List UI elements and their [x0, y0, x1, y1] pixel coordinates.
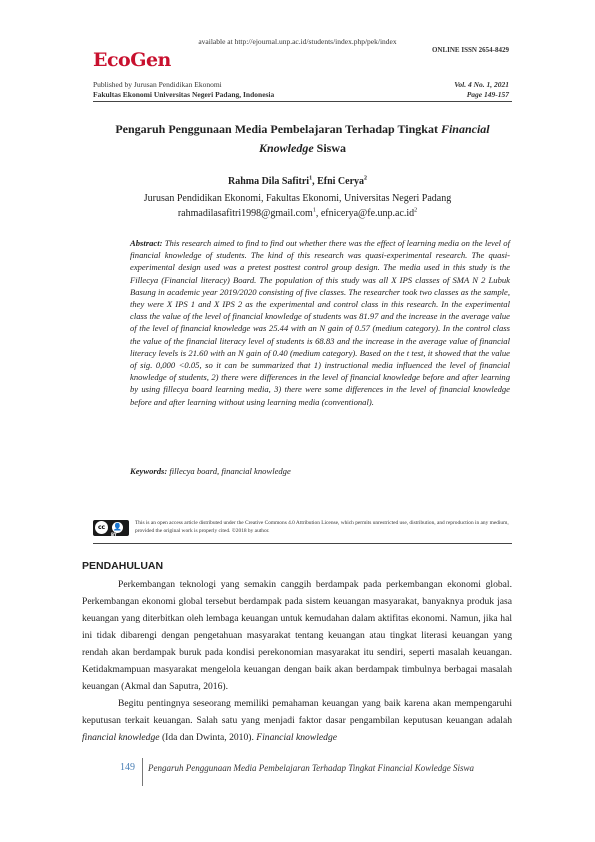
paragraph-text: Begitu pentingnya seseorang memiliki pemahaman keuangan yang baik karena akan mempengaruhi keputusan terkait keuangan. Salah satu yang menjadi faktor dasar pengambilan keputusan keuangan adalah [82, 698, 512, 726]
page-range: Page 149-157 [466, 90, 509, 99]
email-link[interactable]: rahmadilasafitri1998@gmail.com [177, 208, 313, 219]
cc-icon: cc [95, 521, 108, 534]
license-rule [93, 543, 512, 544]
title-text: Pengaruh Penggunaan Media Pembelajaran Terhadap Tingkat [115, 122, 441, 136]
email-link[interactable]: efnicerya@fe.unp.ac.id [320, 208, 415, 219]
keywords-text: fillecya board, financial knowledge [167, 466, 291, 476]
attribution-icon: 👤 [113, 523, 122, 531]
paragraph-text: (Ida dan Dwinta, 2010). [159, 732, 257, 743]
author-emails [0, 208, 595, 219]
abstract-label: Abstract: [130, 238, 163, 248]
email-separator: , [315, 208, 321, 219]
title-italic-knowledge: Knowledge [258, 141, 314, 155]
running-title: Pengaruh Penggunaan Media Pembelajaran Terhadap Tingkat Financial Kowledge Siswa [148, 763, 474, 773]
paragraph-italic: financial knowledge [82, 732, 160, 743]
author-separator: , [312, 176, 318, 187]
license-text: This is an open access article distributed under the Creative Commons 4.0 Attribution License, which permits unrestricted use, distribution, and reproduction in any medium, provided the original work is properly cited. ©2018 by author. [135, 520, 509, 534]
article-title [90, 120, 515, 158]
body-text [82, 576, 512, 746]
journal-url[interactable]: available at http://ejournal.unp.ac.id/students/index.php/pek/index [198, 37, 397, 46]
author-affil-marker: 2 [364, 175, 368, 182]
author-name: Efni Cerya [317, 176, 365, 187]
paragraph-italic: Financial knowledge [256, 732, 337, 743]
publisher-line: Published by Jurusan Pendidikan Ekonomi [93, 80, 222, 89]
author-list [0, 176, 595, 187]
abstract [130, 237, 510, 408]
title-italic-financial: Financial [440, 122, 490, 136]
faculty-line: Fakultas Ekonomi Universitas Negeri Padang, Indonesia [93, 90, 275, 99]
page-number: 149 [120, 762, 135, 773]
cc-license-icon[interactable] [93, 520, 129, 536]
email-marker: 2 [414, 207, 418, 214]
header-rule [93, 101, 512, 102]
email-marker: 1 [312, 207, 316, 214]
paragraph [82, 695, 512, 746]
author-affil-marker: 1 [309, 175, 313, 182]
issn-label: ONLINE ISSN 2654-8429 [431, 46, 509, 54]
volume-label: Vol. 4 No. 1, 2021 [454, 80, 509, 89]
affiliation: Jurusan Pendidikan Ekonomi, Fakultas Ekonomi, Universitas Negeri Padang [143, 193, 452, 204]
author-name: Rahma Dila Safitri [227, 176, 310, 187]
section-heading: PENDAHULUAN [82, 560, 164, 572]
keywords-label: Keywords: [130, 466, 168, 476]
cc-by-label: BY [111, 532, 117, 537]
title-text-end: Siswa [313, 141, 346, 155]
footer-divider [142, 758, 143, 786]
journal-logo: EcoGen [93, 49, 171, 71]
abstract-text: This research aimed to find to find out whether there was the effect of learning media on the level of financial knowledge of students. The kind of this research was quasi-experimental research. The quasi-experimental design used was a pretest posttest control group design. The media used in this study is the Fillecya (Financial literacy) Board. The population of this study was all X IPS classes of SMA N 2 Lubuk Basung in academic year 2019/2020 consisting of five classes. The researcher took two classes as the sample, they were X IPS 1 and X IPS 2 as the experimental and control class in this research. In the experimental class the value of the level of financial knowledge of students was 81.97 and the increase in the average value of the level of financial knowledge was 25.44 with an N gain of 0.57 (medium category). In the control class the value of the financial literacy level of students is 68.83 and the increase in the average value of financial literacy levels is 21.60 with an N gain of 0.40 (medium category). Based on the t test, it showed that the value of sig. 0,000 <0.05, so it can be summarized that 1) instructional media influenced the level of financial knowledge of students, 2) there were differences in the level of financial knowledge before and after learning by using fillecya board learning media, 3) there were some differences in the level of financial knowledge before and after learning without using learning media (conventional). [130, 238, 510, 407]
keywords [130, 466, 510, 476]
paragraph: Perkembangan teknologi yang semakin canggih berdampak pada perkembangan ekonomi global. Perkembangan ekonomi global tersebut berdampak pada sistem keuangan masyarakat, banyaknya produk jasa keuangan yang diterbitkan oleh lembaga keuangan untuk kemudahan dalam aktifitas ekonomi. Namun, jika hal ini tidak dibarengi dengan pengetahuan masyarakat tentang keuangan atau tingkat literasi keuangan yang rendah akan berdampak buruk pada kondisi perekonomian masyarakat itu sendiri, seperti masalah keuangan. Ketidakmampuan masyarakat mengelola keuangan dengan baik akan berdampak timbulnya berbagai masalah keuangan (Akmal dan Saputra, 2016). [82, 579, 512, 692]
